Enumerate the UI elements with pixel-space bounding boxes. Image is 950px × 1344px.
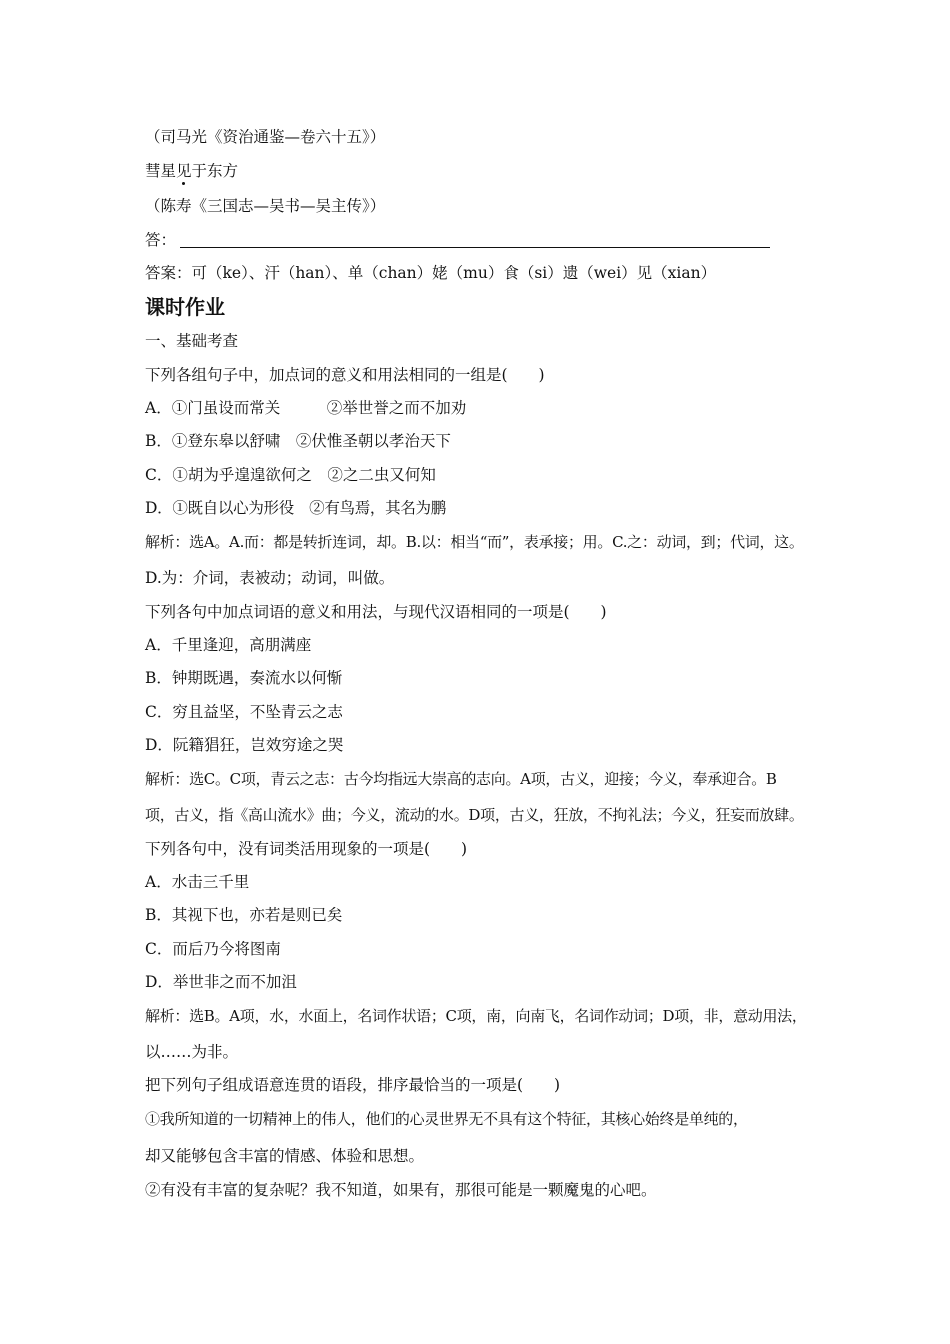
section-title: 课时作业 xyxy=(145,295,225,319)
source-citation-chen-shou: （陈寿《三国志—吴书—吴主传》） xyxy=(145,197,386,215)
q1-option-c: C．①胡为乎遑遑欲何之 ②之二虫又何知 xyxy=(145,466,436,484)
q2-analysis-line1: 解析：选C。C项，青云之志：古今均指远大崇高的志向。A项，古义，迎接；今义，奉承迎合。B xyxy=(145,770,777,788)
q2-option-b: B．钟期既遇，奏流水以何惭 xyxy=(145,669,343,687)
subsection-title: 一、基础考查 xyxy=(145,332,239,350)
q3-option-d: D．举世非之而不加沮 xyxy=(145,973,297,991)
q4-stem: 把下列句子组成语意连贯的语段，排序最恰当的一项是( ) xyxy=(145,1076,561,1094)
q3-option-b: B．其视下也，亦若是则已矣 xyxy=(145,906,343,924)
q3-option-c: C．而后乃今将图南 xyxy=(145,940,281,958)
q3-option-a: A．水击三千里 xyxy=(145,873,250,891)
q1-analysis-line2: D.为：介词，表被动；动词，叫做。 xyxy=(145,569,395,587)
q1-option-b: B．①登东皋以舒啸 ②伏惟圣朝以孝治天下 xyxy=(145,432,451,450)
q3-analysis-line2: 以……为非。 xyxy=(145,1043,239,1061)
q2-option-a: A．千里逢迎，高朋满座 xyxy=(145,636,312,654)
dotted-character: 见 xyxy=(176,162,192,180)
q4-item1-line1: ①我所知道的一切精神上的伟人，他们的心灵世界无不具有这个特征，其核心始终是单纯的， xyxy=(145,1110,748,1128)
comet-sentence xyxy=(145,161,238,181)
source-citation-sima-guang: （司马光《资治通鉴—卷六十五》） xyxy=(145,128,386,146)
q3-analysis-line1: 解析：选B。A项，水，水面上，名词作状语；C项，南，向南飞，名词作动词；D项，非，意动用法， xyxy=(145,1007,807,1025)
comet-text-post: 于东方 xyxy=(191,162,239,180)
q2-option-c: C．穷且益坚，不坠青云之志 xyxy=(145,703,343,721)
q1-option-d: D．①既自以心为形役 ②有鸟焉，其名为鹏 xyxy=(145,499,446,517)
q2-option-d: D．阮籍猖狂，岂效穷途之哭 xyxy=(145,736,344,754)
q3-stem: 下列各句中，没有词类活用现象的一项是( ) xyxy=(145,840,468,858)
comet-text-pre: 彗星 xyxy=(145,162,177,180)
answer-pronunciations: 答案：可（ke）、汗（han）、单（chan）姥（mu）食（si）遗（wei）见（xian） xyxy=(145,264,717,282)
q2-stem: 下列各句中加点词语的意义和用法，与现代汉语相同的一项是( ) xyxy=(145,603,607,621)
answer-label: 答： xyxy=(145,231,177,249)
q1-option-a: A．①门虽设而常关 ②举世誉之而不加劝 xyxy=(145,399,467,417)
answer-blank-line xyxy=(180,246,770,248)
answer-blank-row xyxy=(145,230,770,250)
q1-analysis-line1: 解析：选A。A.而：都是转折连词，却。B.以：相当“而”，表承接；用。C.之：动词，到；代词，这。 xyxy=(145,533,804,551)
q4-item1-line2: 却又能够包含丰富的情感、体验和思想。 xyxy=(145,1147,425,1165)
q2-analysis-line2: 项，古义，指《高山流水》曲；今义，流动的水。D项，古义，狂放，不拘礼法；今义，狂妄而放肆。 xyxy=(145,806,804,824)
q1-stem: 下列各组句子中，加点词的意义和用法相同的一组是( ) xyxy=(145,366,545,384)
q4-item2: ②有没有丰富的复杂呢？我不知道，如果有，那很可能是一颗魔鬼的心吧。 xyxy=(145,1181,657,1199)
